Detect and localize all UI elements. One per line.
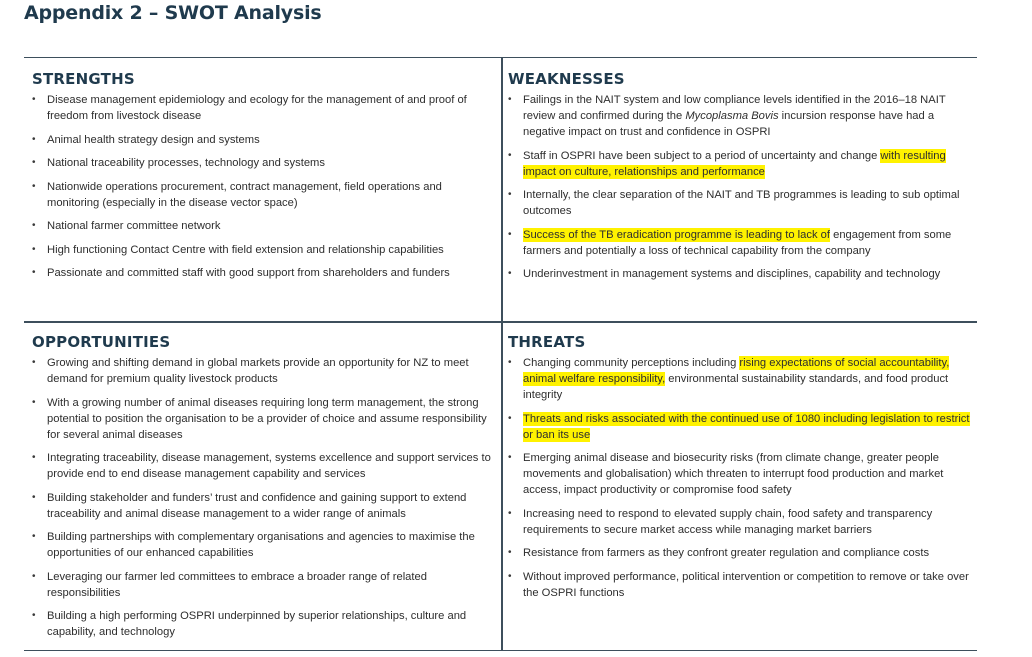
opportunities-list	[32, 355, 494, 640]
list-item: • With a growing number of animal diseases requiring long term management, the strong potential to position the organisation to be a provider of choice and assume responsibility for several animal diseases	[32, 395, 494, 443]
strengths-heading: STRENGTHS	[32, 70, 135, 88]
text: incursion response have had a negative impact on trust and confidence in OSPRI	[523, 110, 935, 138]
opportunities-heading: OPPORTUNITIES	[32, 333, 171, 351]
list-item: • Leveraging our farmer led committees to embrace a broader range of related responsibilities	[32, 569, 494, 601]
list-item: • Building stakeholder and funders’ trust and confidence and gaining support to extend traceability and animal disease management to a wider range of animals	[32, 490, 494, 522]
list-item: • High functioning Contact Centre with field extension and relationship capabilities	[32, 242, 494, 258]
strengths-list	[32, 92, 494, 281]
row-divider	[24, 321, 977, 323]
page-title: Appendix 2 – SWOT Analysis	[24, 2, 322, 24]
list-item: • Building a high performing OSPRI underpinned by superior relationships, culture and capability, and technology	[32, 608, 494, 640]
list-item: • Integrating traceability, disease management, systems excellence and support services to provide end to end disease management capability and services	[32, 450, 494, 482]
swot-table	[24, 57, 977, 651]
text: Staff in OSPRI have been subject to a period of uncertainty and change	[523, 149, 881, 162]
list-item	[508, 355, 970, 403]
list-item: • Disease management epidemiology and ecology for the management of and proof of freedom from livestock disease	[32, 92, 494, 124]
strengths-section	[32, 70, 494, 289]
text: Failings in the NAIT system and low compliance levels identified in the 2016–18 NAIT review and confirmed during the	[523, 94, 946, 122]
list-item: • National farmer committee network	[32, 218, 494, 234]
list-item: • Underinvestment in management systems and disciplines, capability and technology	[508, 266, 970, 282]
weaknesses-list	[508, 92, 970, 282]
list-item: • Passionate and committed staff with good support from shareholders and funders	[32, 265, 494, 281]
list-item: • National traceability processes, technology and systems	[32, 155, 494, 171]
threats-list	[508, 355, 970, 601]
column-divider	[501, 58, 503, 650]
text: environmental sustainability standards, and food product integrity	[523, 373, 949, 401]
weaknesses-heading: WEAKNESSES	[508, 70, 625, 88]
list-item: • Growing and shifting demand in global markets provide an opportunity for NZ to meet demand for premium quality livestock products	[32, 355, 494, 387]
weaknesses-section	[508, 70, 970, 290]
list-item: • Animal health strategy design and systems	[32, 132, 494, 148]
text: engagement from some farmers and potentially a loss of technical capability from the company	[523, 228, 952, 257]
highlighted-text: Threats and risks associated with the continued use of 1080 including legislation to restrict or ban its use	[523, 412, 970, 441]
list-item	[508, 411, 970, 443]
list-item: • Internally, the clear separation of the NAIT and TB programmes is leading to sub optimal outcomes	[508, 187, 970, 219]
highlighted-text: Success of the TB eradication programme is leading to lack of	[523, 228, 830, 241]
list-item: • Emerging animal disease and biosecurity risks (from climate change, greater people movements and globalisation) which threaten to interrupt food production and market access, impact productivity or compromise food safety	[508, 450, 970, 498]
list-item: • Without improved performance, political intervention or competition to remove or take over the OSPRI functions	[508, 569, 970, 601]
opportunities-section	[32, 333, 494, 648]
list-item: • Increasing need to respond to elevated supply chain, food safety and transparency requirements to secure market access while managing market barriers	[508, 506, 970, 538]
threats-heading: THREATS	[508, 333, 586, 351]
italic-text: Mycoplasma Bovis	[685, 110, 779, 122]
list-item	[508, 148, 970, 180]
list-item: • Resistance from farmers as they confront greater regulation and compliance costs	[508, 545, 970, 561]
highlighted-text: with resulting impact on culture, relationships and performance	[523, 149, 946, 178]
threats-section	[508, 333, 970, 608]
list-item: • Building partnerships with complementary organisations and agencies to maximise the opportunities of our enhanced capabilities	[32, 529, 494, 561]
text: Changing community perceptions including	[523, 357, 740, 369]
list-item: • Nationwide operations procurement, contract management, field operations and monitoring (especially in the disease vector space)	[32, 179, 494, 211]
highlighted-text: rising expectations of social accountability, animal welfare responsibility,	[523, 357, 950, 385]
list-item	[508, 92, 970, 140]
list-item	[508, 227, 970, 259]
